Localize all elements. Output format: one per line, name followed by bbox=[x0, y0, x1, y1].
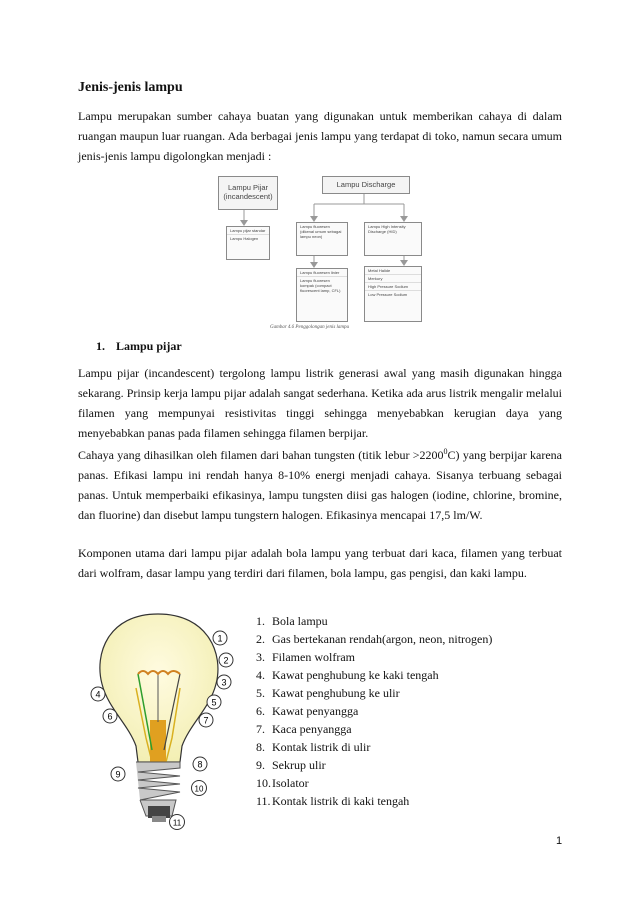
bulb-label-3 bbox=[216, 674, 232, 695]
light-bulb-illustration bbox=[88, 610, 248, 842]
box-lampu-pijar: Lampu Pijar (incandescent) bbox=[218, 176, 278, 210]
box-hid-sub: Metal Halide Merkury High Pressure Sodium Low Pressure Sodium bbox=[364, 266, 422, 322]
paragraph-komponen: Komponen utama dari lampu pijar adalah bola lampu yang terbuat dari kaca, filamen yang terbuat dari wolfram, dasar lampu yang terdiri dari filamen, bola lampu, gas pengisi, dan kaki lampu. bbox=[78, 546, 562, 580]
section-heading-lampu-pijar: 1. Lampu pijar bbox=[96, 339, 182, 353]
bulb-label-2 bbox=[218, 652, 234, 673]
list-item: 5. Kawat penghubung ke ulir bbox=[256, 686, 400, 700]
lamp-classification-diagram bbox=[204, 164, 466, 332]
list-item: 2. Gas bertekanan rendah(argon, neon, nitrogen) bbox=[256, 632, 493, 646]
box-fluoresen-sub: Lampu fluoresen linier Lampu fluoresen kompak (compact fluorescent lamp, CFL) bbox=[296, 268, 348, 322]
svg-text:9: 9 bbox=[115, 769, 121, 780]
list-item: 4. Kawat penghubung ke kaki tengah bbox=[256, 668, 439, 682]
list-item: 10. Isolator bbox=[256, 776, 309, 790]
svg-text:2: 2 bbox=[223, 655, 229, 666]
list-item: 9. Sekrup ulir bbox=[256, 758, 326, 772]
intro-paragraph: Lampu merupakan sumber cahaya buatan yang digunakan untuk memberikan cahaya di dalam ruangan maupun luar ruangan. Ada berbagai jenis lampu yang terdapat di toko, namun secara umum jenis-jenis lampu digolongkan menjadi : bbox=[78, 109, 562, 163]
bulb-parts-list bbox=[256, 612, 492, 810]
bulb-label-7 bbox=[198, 712, 214, 733]
svg-text:5: 5 bbox=[211, 697, 217, 708]
list-item: 1. Bola lampu bbox=[256, 614, 328, 628]
bulb-label-8 bbox=[192, 756, 208, 777]
svg-text:4: 4 bbox=[95, 689, 101, 700]
svg-text:11: 11 bbox=[172, 818, 182, 828]
box-fluoresen: Lampu fluoresen (dikenal umum sebagai lampu neon) bbox=[296, 222, 348, 256]
svg-text:6: 6 bbox=[107, 711, 113, 722]
bulb-label-10 bbox=[190, 780, 208, 801]
box-lampu-discharge: Lampu Discharge bbox=[322, 176, 410, 194]
box-pijar-items: Lampu pijar standar Lampu Halogen bbox=[226, 226, 270, 260]
paragraph-tungsten: Cahaya yang dihasilkan oleh filamen dari bahan tungsten (titik lebur $>2200^0C$) yang berpijar karena panas. Efikasi lampu ini rendah hanya 8-10% energi menjadi cahaya. Sisanya terbuang sebagai panas. Untuk memperbaiki efikasinya, lampu tungsten diisi gas halogen (iodine, chlorine, bromine, dan fluorine) dan disebut lampu tungstern halogen. Efikasinya mencapai 17,5 lm/W. bbox=[78, 447, 562, 522]
list-item: 11. Kontak listrik di kaki tengah bbox=[256, 794, 410, 808]
bulb-label-6 bbox=[102, 708, 118, 729]
paragraph-lampu-pijar: Lampu pijar (incandescent) tergolong lampu listrik generasi awal yang masih digunakan hingga sekarang. Prinsip kerja lampu pijar adalah sangat sederhana. Ketika ada arus listrik mengalir melalui filamen yang mempunyai resistivitas tinggi sehingga menyebabkan kerugian daya yang menyebabkan panas pada filamen sehingga filamen berpijar. bbox=[78, 366, 562, 440]
bulb-label-11 bbox=[168, 814, 186, 835]
list-item: 3. Filamen wolfram bbox=[256, 650, 355, 664]
list-item: 6. Kawat penyangga bbox=[256, 704, 359, 718]
bulb-label-1 bbox=[212, 630, 228, 651]
bulb-label-9 bbox=[110, 766, 126, 787]
svg-text:7: 7 bbox=[203, 715, 209, 726]
page-title: Jenis-jenis lampu bbox=[78, 80, 183, 95]
diagram-caption: Gambar 4.6 Penggolongan jenis lampu bbox=[270, 325, 350, 330]
list-item: 7. Kaca penyangga bbox=[256, 722, 352, 736]
svg-text:1: 1 bbox=[217, 633, 223, 644]
page-number: 1 bbox=[556, 835, 563, 847]
list-item: 8. Kontak listrik di ulir bbox=[256, 740, 371, 754]
svg-text:3: 3 bbox=[221, 677, 227, 688]
bulb-label-4 bbox=[90, 686, 106, 707]
svg-text:8: 8 bbox=[197, 759, 203, 770]
box-hid: Lampu High Intensity Discharge (HID) bbox=[364, 222, 422, 256]
svg-text:10: 10 bbox=[194, 784, 204, 794]
